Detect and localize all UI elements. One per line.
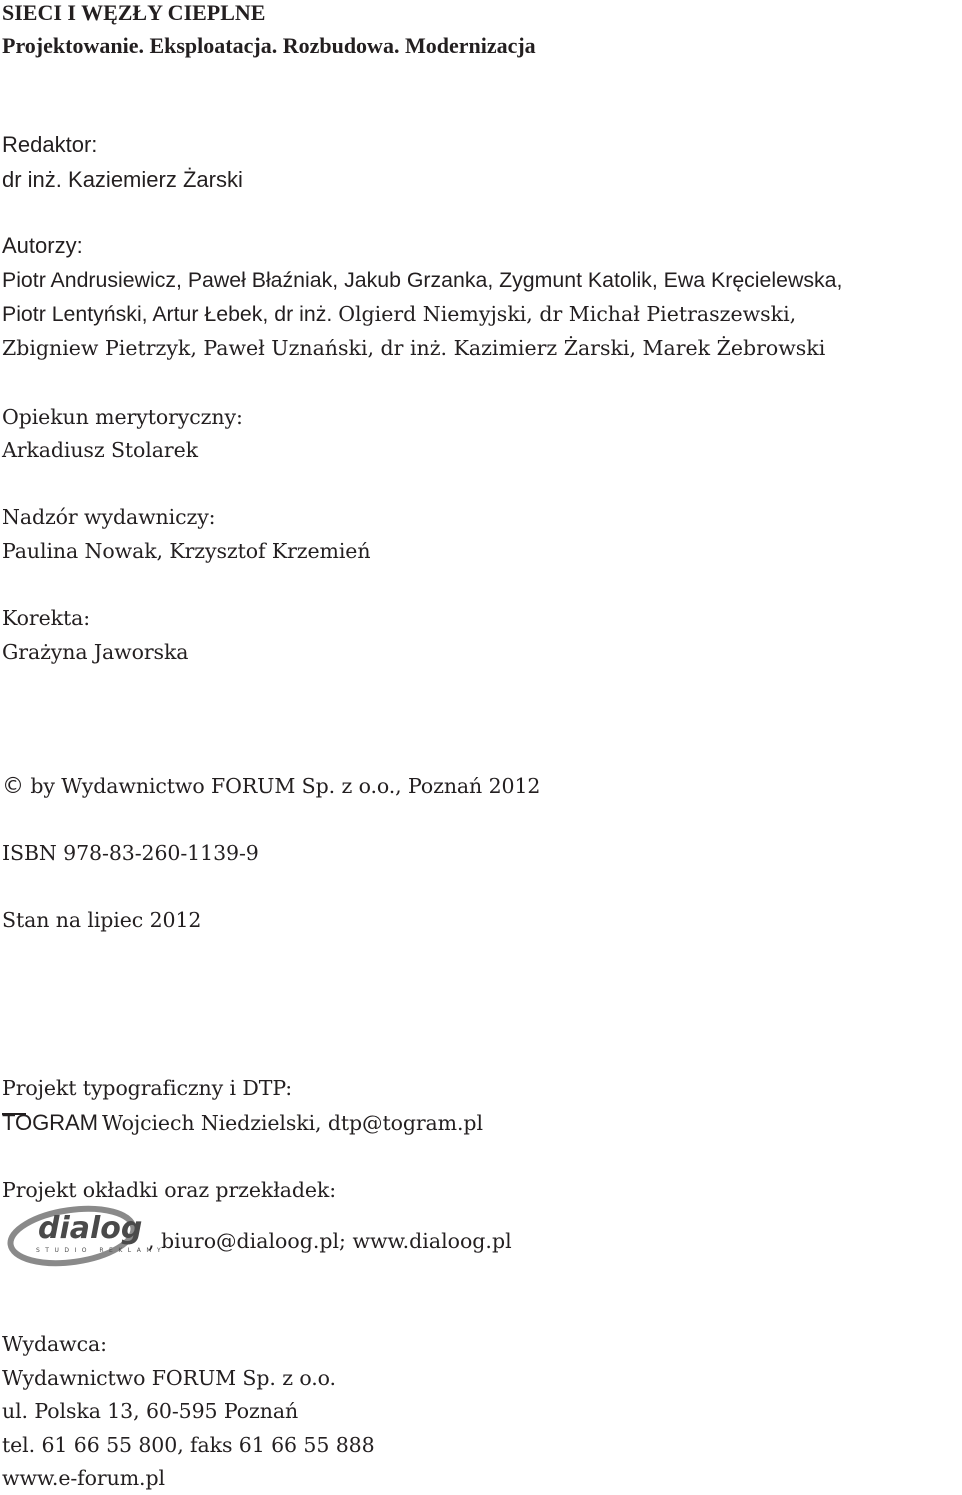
authors-line-3 [2, 331, 962, 365]
isbn: ISBN 978-83-260-1139-9 [2, 841, 259, 865]
authors-line-3-part-a: Zbigniew Pietrzyk, Paweł Uznański, dr inż. [2, 336, 454, 360]
proofreading-label: Korekta: [2, 606, 91, 630]
authors-line-2 [2, 297, 962, 331]
publisher-address: ul. Polska 13, 60-595 Poznań [2, 1399, 299, 1423]
supervisor-label: Opiekun merytoryczny: [2, 405, 243, 429]
cover-contact: , biuro@dialoog.pl; www.dialoog.pl [148, 1229, 512, 1253]
book-title: SIECI I WĘZŁY CIEPLNE [2, 0, 266, 25]
cover-label: Projekt okładki oraz przekładek: [2, 1178, 337, 1202]
publishing-supervision-label: Nadzór wydawniczy: [2, 505, 216, 529]
togram-logo-icon [2, 1111, 98, 1133]
typography-label: Projekt typograficzny i DTP: [2, 1076, 293, 1100]
copyright-icon: © [2, 774, 24, 799]
dialog-logo-text: dialog [38, 1211, 143, 1246]
togram-logo-text: TOGRAM [2, 1110, 98, 1135]
dialog-logo-icon [6, 1200, 167, 1268]
publishing-supervision-names: Paulina Nowak, Krzysztof Krzemień [2, 539, 371, 563]
authors-line-2-part-b: Olgierd Niemyjski, dr Michał Pietraszewski, [338, 302, 797, 326]
copyright-text: by Wydawnictwo FORUM Sp. z o.o., Poznań 2012 [23, 774, 541, 798]
publisher-name: Wydawnictwo FORUM Sp. z o.o. [2, 1366, 336, 1390]
publisher-label: Wydawca: [2, 1332, 107, 1356]
authors-line-1: Piotr Andrusiewicz, Paweł Błaźniak, Jakub Grzanka, Zygmunt Katolik, Ewa Kręcielewska, [2, 268, 843, 292]
authors-line-3-part-b: Kazimierz Żarski, Marek Żebrowski [453, 336, 826, 360]
supervisor-name: Arkadiusz Stolarek [2, 438, 198, 462]
editor-name: dr inż. Kaziemierz Żarski [2, 167, 243, 192]
publisher-website: www.e-forum.pl [2, 1466, 165, 1490]
dialog-logo-tagline: STUDIO REKLAMY [36, 1247, 167, 1254]
book-subtitle: Projektowanie. Eksploatacja. Rozbudowa. Modernizacja [2, 33, 536, 58]
typography-credit-line [2, 1106, 483, 1140]
typography-credit: Wojciech Niedzielski, dtp@togram.pl [102, 1111, 483, 1135]
authors-list [2, 263, 962, 365]
copyright-line [2, 769, 540, 804]
authors-label: Autorzy: [2, 233, 83, 258]
proofreading-name: Grażyna Jaworska [2, 640, 189, 664]
publisher-phone: tel. 61 66 55 800, faks 61 66 55 888 [2, 1433, 375, 1457]
editor-label: Redaktor: [2, 132, 98, 157]
edition-status: Stan na lipiec 2012 [2, 908, 202, 932]
authors-line-2-part-a: Piotr Lentyński, Artur Łebek, dr inż. [2, 302, 339, 326]
